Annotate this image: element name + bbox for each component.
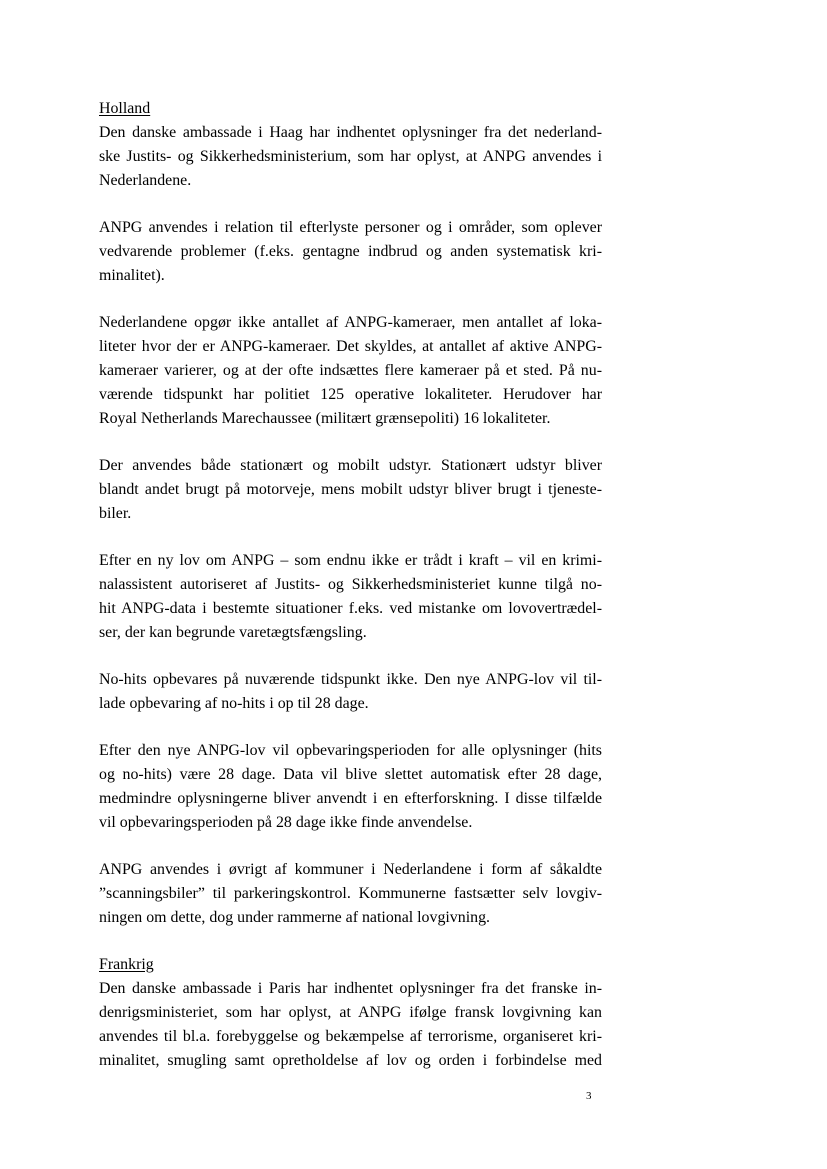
body-text [99, 97, 602, 1073]
paragraph [99, 454, 602, 526]
section-heading-frankrig: Frankrig [99, 956, 154, 973]
text-line: nalassistent autoriseret af Justits- og Sikkerhedsministeriet kunne tilgå no- [99, 576, 602, 593]
paragraph [99, 977, 602, 1073]
text-line: Nederlandene. [99, 172, 192, 189]
text-line: Den danske ambassade i Haag har indhentet oplysninger fra det nederland- [99, 124, 602, 141]
page-number: 3 [586, 1090, 592, 1102]
text-line: minalitet, smugling samt opretholdelse af lov og orden i forbindelse med [99, 1052, 602, 1069]
text-line: ser, der kan begrunde varetægtsfængsling. [99, 624, 367, 641]
section-heading-holland: Holland [99, 100, 151, 117]
text-line: biler. [99, 505, 132, 522]
text-line: hit ANPG-data i bestemte situationer f.eks. ved mistanke om lovovertrædel- [99, 600, 602, 617]
text-line: og no-hits) være 28 dage. Data vil blive slettet automatisk efter 28 dage, [99, 766, 602, 783]
paragraph [99, 121, 602, 193]
paragraph [99, 668, 602, 716]
text-line: Royal Netherlands Marechaussee (militært grænsepoliti) 16 lokaliteter. [99, 410, 551, 427]
text-line: Efter en ny lov om ANPG – som endnu ikke er trådt i kraft – vil en krimi- [99, 552, 602, 569]
text-line: anvendes til bl.a. forebyggelse og bekæmpelse af terrorisme, organiseret kri- [99, 1028, 602, 1045]
paragraph [99, 858, 602, 930]
text-line: blandt andet brugt på motorveje, mens mobilt udstyr bliver brugt i tjeneste- [99, 481, 602, 498]
text-line: minalitet). [99, 267, 165, 284]
text-line: ningen om dette, dog under rammerne af national lovgivning. [99, 909, 490, 926]
text-line: medmindre oplysningerne bliver anvendt i en efterforskning. I disse tilfælde [99, 790, 602, 807]
paragraph [99, 739, 602, 835]
text-line: No-hits opbevares på nuværende tidspunkt ikke. Den nye ANPG-lov vil til- [99, 671, 602, 688]
text-line: lade opbevaring af no-hits i op til 28 dage. [99, 695, 369, 712]
text-line: ”scanningsbiler” til parkeringskontrol. Kommunerne fastsætter selv lovgiv- [99, 885, 602, 902]
text-line: vil opbevaringsperioden på 28 dage ikke finde anvendelse. [99, 814, 473, 831]
paragraph [99, 549, 602, 645]
text-line: Nederlandene opgør ikke antallet af ANPG-kameraer, men antallet af loka- [99, 314, 602, 331]
text-line: Der anvendes både stationært og mobilt udstyr. Stationært udstyr bliver [99, 457, 602, 474]
text-line: vedvarende problemer (f.eks. gentagne indbrud og anden systematisk kri- [99, 243, 602, 260]
text-line: ske Justits- og Sikkerhedsministerium, som har oplyst, at ANPG anvendes i [99, 148, 602, 165]
text-line: denrigsministeriet, som har oplyst, at ANPG ifølge fransk lovgivning kan [99, 1004, 602, 1021]
text-line: Efter den nye ANPG-lov vil opbevaringsperioden for alle oplysninger (hits [99, 742, 602, 759]
text-line: liteter hvor der er ANPG-kameraer. Det skyldes, at antallet af aktive ANPG- [99, 338, 602, 355]
text-line: ANPG anvendes i relation til efterlyste personer og i områder, som oplever [99, 219, 602, 236]
text-line: Den danske ambassade i Paris har indhentet oplysninger fra det franske in- [99, 980, 602, 997]
text-line: ANPG anvendes i øvrigt af kommuner i Nederlandene i form af såkaldte [99, 861, 602, 878]
paragraph [99, 311, 602, 431]
text-line: værende tidspunkt har politiet 125 operative lokaliteter. Herudover har [99, 386, 602, 403]
text-line: kameraer varierer, og at der ofte indsættes flere kameraer på et sted. På nu- [99, 362, 602, 379]
paragraph [99, 216, 602, 288]
